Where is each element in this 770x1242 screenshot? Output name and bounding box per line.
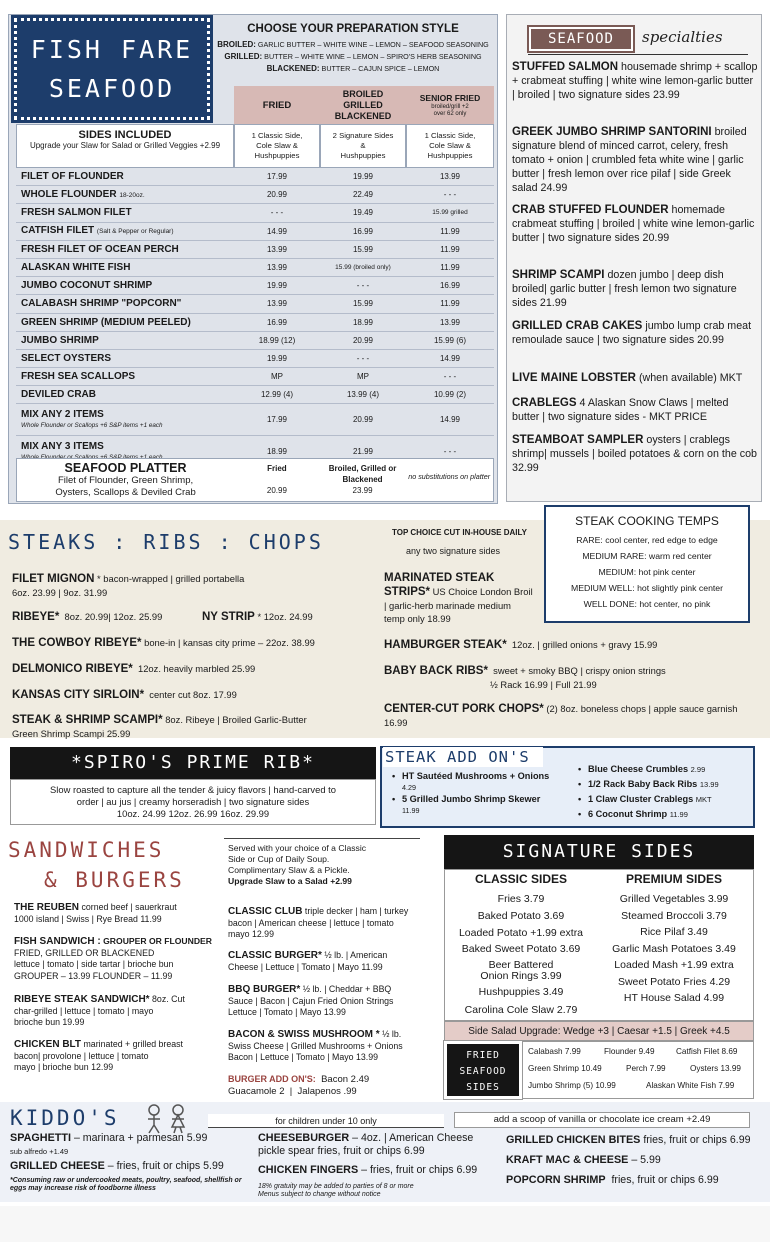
price-senior: 15.99 grilled (432, 209, 468, 217)
prep-blackened-label: BLACKENED: (266, 64, 320, 73)
steak-marinated-strips: MARINATED STEAK STRIPS* US Choice London Broil | garlic-herb marinade medium temp only 18.99 (384, 572, 533, 624)
price-fried: 13.99 (266, 263, 288, 273)
price-fried: 14.99 (266, 226, 288, 236)
steak-hamburger: HAMBURGER STEAK* 12oz. | grilled onions + gravy 15.99 (384, 639, 658, 651)
steak-ribeye: RIBEYE* 8oz. 20.99| 12oz. 25.99 (12, 611, 163, 623)
side-salad-upgrade: Side Salad Upgrade: Wedge +3 | Caesar +1.5 | Greek +4.5 (444, 1021, 754, 1041)
burger-classic: CLASSIC BURGER* ½ lb. | American Cheese | Lettuce | Tomato | Mayo 11.99 (228, 950, 388, 972)
menu-row (16, 277, 494, 295)
sandwich-note: Served with your choice of a Classic Side or Cup of Daily Soup. Complimentary Slaw & a Pickle. Upgrade Slaw to a Salad +2.99 (228, 843, 367, 886)
kiddos-title: KIDDO'S (10, 1106, 120, 1130)
price-senior: 13.99 (439, 172, 461, 182)
steak-shrimp-scampi: STEAK & SHRIMP SCAMPI* 8oz. Ribeye | Broiled Garlic-Butter Green Shrimp Scampi 25.99 (12, 714, 307, 739)
platter-fried-label: Fried (267, 464, 287, 473)
addon-shrimp-skewer: • 5 Grilled Jumbo Shrimp Skewer 11.99 (402, 794, 572, 816)
menu-row (16, 223, 494, 241)
temp-rare: RARE: cool center, red edge to edge (576, 535, 718, 545)
premium-side-item: Rice Pilaf 3.49 (640, 926, 708, 938)
specialty-item: STEAMBOAT SAMPLER oysters | crablegs shrimp| mussels | boiled potatoes & corn on the cob 32.99 (512, 434, 757, 474)
prime-rib-title: *SPIRO'S PRIME RIB* (10, 747, 376, 779)
menu-item-name: CALABASH SHRIMP "POPCORN" (21, 298, 182, 310)
kids-grilled-cheese: GRILLED CHEESE – fries, fruit or chips 5.99 (10, 1160, 224, 1172)
menu-row (16, 386, 494, 404)
sandwich-reuben: THE REUBEN corned beef | sauerkraut 1000 island | Swiss | Rye Bread 11.99 (14, 902, 177, 924)
fried-side-alaskan: Alaskan White Fish 7.99 (646, 1081, 735, 1090)
platter-note: no substitutions on platter (408, 472, 491, 481)
classic-sides-heading: CLASSIC SIDES (474, 872, 567, 886)
prep-blackened: BUTTER – CAJUN SPICE – LEMON (321, 64, 440, 73)
price-fried: 19.99 (266, 353, 288, 363)
platter-desc-2: Oysters, Scallops & Deviled Crab (55, 487, 196, 498)
price-fried: 18.99 (12) (258, 335, 296, 345)
menu-item-name: MIX ANY 2 ITEMS Whole Flounder or Scallops +6 S&P items +1 each (21, 408, 163, 429)
consumer-disclaimer: *Consuming raw or undercooked meats, poultry, seafood, shellfish or eggs may increase risk of foodborne illness (10, 1177, 242, 1192)
price-senior: - - - (443, 372, 457, 382)
steak-pork-chops: CENTER-CUT PORK CHOPS* (2) 8oz. boneless chops | apple sauce garnish 16.99 (384, 703, 738, 728)
price-bgb: - - - (356, 281, 370, 291)
price-bgb: 13.99 (4) (346, 390, 380, 400)
steak-kc-sirloin: KANSAS CITY SIRLOIN* center cut 8oz. 17.99 (12, 689, 237, 701)
menu-item-name: ALASKAN WHITE FISH (21, 262, 131, 274)
burgers-title: & BURGERS (44, 868, 185, 892)
price-bgb: 15.99 (352, 299, 374, 309)
classic-side-item: Hushpuppies 3.49 (478, 986, 564, 998)
menu-item-name: CATFISH FILET (Salt & Pepper or Regular) (21, 225, 174, 237)
burger-addons: BURGER ADD ON'S: Bacon 2.49 Guacamole 2 | Jalapenos .99 (228, 1074, 370, 1097)
price-bgb: - - - (356, 353, 370, 363)
menu-item-name: SELECT OYSTERS (21, 352, 112, 364)
steak-cowboy-ribeye: THE COWBOY RIBEYE* bone-in | kansas city prime – 22oz. 38.99 (12, 637, 315, 649)
price-bgb: MP (357, 372, 369, 382)
fried-seafood-sides-badge: FRIED SEAFOOD SIDES (444, 1041, 522, 1099)
burger-bacon-swiss: BACON & SWISS MUSHROOM * ½ lb. Swiss Cheese | Grilled Mushrooms + Onions Bacon | Lettuce | Tomato | Mayo 13.99 (228, 1029, 403, 1063)
menu-row (16, 368, 494, 386)
menu-item-name: JUMBO COCONUT SHRIMP (21, 280, 153, 292)
price-bgb: 15.99 (broiled only) (335, 264, 391, 272)
logo-line-2: SEAFOOD (48, 74, 176, 103)
signature-sides-title: SIGNATURE SIDES (444, 835, 754, 869)
kids-popcorn-shrimp: POPCORN SHRIMP fries, fruit or chips 6.99 (506, 1174, 719, 1186)
price-bgb: 19.99 (352, 172, 374, 182)
price-bgb: 15.99 (352, 244, 374, 254)
seafood-menu-table (16, 168, 494, 468)
menu-item-name: JUMBO SHRIMP (21, 334, 99, 346)
menu-row (16, 332, 494, 350)
price-senior: 11.99 (440, 244, 460, 254)
sandwich-fish: FISH SANDWICH : GROUPER OR FLOUNDER FRIED, GRILLED OR BLACKENED lettuce | tomato | side tartar | brioche bun GROUPER – 13.99 FLOUNDER – 11.99 (14, 936, 212, 981)
price-fried: 13.99 (266, 244, 288, 254)
prep-title: CHOOSE YOUR PREPARATION STYLE (247, 23, 459, 35)
price-bgb: 21.99 (352, 447, 374, 457)
classic-side-item: Loaded Potato +1.99 extra (458, 927, 584, 939)
menu-item-name: FRESH SALMON FILET (21, 207, 132, 219)
sandwich-note-divider (224, 838, 420, 839)
price-senior: 16.99 (439, 281, 461, 291)
price-bgb: 20.99 (352, 335, 374, 345)
sides-included-sub: Upgrade your Slaw for Salad or Grilled Veggies +2.99 (29, 141, 221, 150)
price-bgb: 16.99 (352, 226, 374, 236)
price-senior: 10.99 (2) (433, 390, 467, 400)
steak-cooking-temps (544, 505, 750, 623)
price-fried: 13.99 (266, 299, 288, 309)
kids-chicken-bites: GRILLED CHICKEN BITES fries, fruit or chips 6.99 (506, 1134, 751, 1146)
platter-desc-1: Filet of Flounder, Green Shrimp, (57, 475, 194, 486)
specialty-item: SHRIMP SCAMPI dozen jumbo | deep dish broiled| garlic butter | fresh lemon two signature sides 21.99 (512, 269, 737, 309)
steak-delmonico: DELMONICO RIBEYE* 12oz. heavily marbled 25.99 (12, 663, 256, 675)
menu-row (16, 241, 494, 259)
price-fried: 16.99 (266, 317, 288, 327)
price-fried: 17.99 (266, 172, 288, 182)
steak-filet-mignon: FILET MIGNON * bacon-wrapped | grilled portabella 6oz. 23.99 | 9oz. 31.99 (12, 573, 245, 598)
logo-line-1: FISH FARE (30, 35, 194, 64)
sandwich-classic-club: CLASSIC CLUB triple decker | ham | turkey bacon | American cheese | lettuce | tomato mayo 12.99 (228, 906, 409, 940)
price-senior: 11.99 (440, 226, 460, 236)
fried-side-green-shrimp: Green Shrimp 10.49 (528, 1064, 602, 1073)
temp-medium-rare: MEDIUM RARE: warm red center (582, 551, 712, 561)
menu-row (16, 259, 494, 277)
price-fried: 18.99 (266, 447, 288, 457)
kids-mac-cheese: KRAFT MAC & CHEESE – 5.99 (506, 1154, 661, 1166)
temp-medium: MEDIUM: hot pink center (598, 567, 696, 577)
prep-broiled: GARLIC BUTTER – WHITE WINE – LEMON – SEAFOOD SEASONING (257, 40, 489, 49)
sandwich-ribeye: RIBEYE STEAK SANDWICH* 8oz. Cut char-grilled | lettuce | tomato | mayo brioche bun 19.99 (14, 994, 185, 1028)
kids-ice-cream-note: add a scoop of vanilla or chocolate ice cream +2.49 (454, 1112, 750, 1128)
classic-side-item: Fries 3.79 (497, 893, 545, 905)
kids-spaghetti: SPAGHETTI – marinara + parmesan 5.99 sub alfredo +1.49 (10, 1132, 208, 1156)
kids-cheeseburger: CHEESEBURGER – 4oz. | American Cheese pickle spear fries, fruit or chips 6.99 (258, 1132, 474, 1157)
sides-included-title: SIDES INCLUDED (78, 129, 172, 141)
kids-age-note: for children under 10 only (208, 1114, 444, 1128)
price-senior: 15.99 (6) (433, 335, 467, 345)
addon-coconut-shrimp: • 6 Coconut Shrimp 11.99 (588, 809, 758, 820)
price-bgb: 18.99 (352, 317, 374, 327)
steak-ny-strip: NY STRIP * 12oz. 24.99 (202, 611, 313, 623)
price-senior: - - - (443, 447, 457, 457)
sandwich-chicken-blt: CHICKEN BLT marinated + grilled breast bacon| provolone | lettuce | tomato mayo | brioche bun 12.99 (14, 1039, 183, 1073)
menu-item-name: GREEN SHRIMP (MEDIUM PEELED) (21, 316, 191, 328)
steak-addons-title: STEAK ADD ON'S (383, 747, 543, 767)
prep-grilled-label: GRILLED: (224, 52, 263, 61)
premium-sides-heading: PREMIUM SIDES (625, 872, 722, 886)
price-senior: 14.99 (439, 415, 461, 425)
gratuity-note: 18% gratuity may be added to parties of 8 or more Menus subject to change without notice (258, 1183, 414, 1198)
fried-side-perch: Perch 7.99 (626, 1064, 666, 1073)
addon-mushrooms: • HT Sautéed Mushrooms + Onions 4.29 (402, 771, 572, 793)
sides-fried: 1 Classic Side, Cole Slaw & Hushpuppies (234, 124, 320, 168)
addon-half-rack: • 1/2 Rack Baby Back Ribs 13.99 (588, 779, 758, 790)
menu-row (16, 186, 494, 204)
platter-bgb-price: 23.99 (352, 486, 373, 495)
price-fried: 20.99 (266, 190, 288, 200)
menu-item-name: FRESH FILET OF OCEAN PERCH (21, 243, 179, 255)
kids-chicken-fingers: CHICKEN FINGERS – fries, fruit or chips 6.99 (258, 1164, 478, 1176)
premium-side-item: Loaded Mash +1.99 extra (614, 959, 734, 971)
classic-side-item: Baked Potato 3.69 (477, 910, 565, 922)
steak-baby-back-ribs: BABY BACK RIBS* sweet + smoky BBQ | crispy onion strings ½ Rack 16.99 | Full 21.99 (384, 665, 666, 690)
menu-item-name: FILET OF FLOUNDER (21, 171, 124, 183)
any-two-sides-note: any two signature sides (406, 546, 501, 556)
premium-side-item: Steamed Broccoli 3.79 (621, 909, 727, 922)
menu-row (16, 168, 494, 186)
fried-side-calabash: Calabash 7.99 (528, 1047, 581, 1056)
price-fried: 12.99 (4) (260, 390, 294, 400)
platter-bgb-label: Broiled, Grilled or Blackened (328, 464, 397, 484)
menu-row (16, 404, 494, 436)
menu-row (16, 204, 494, 222)
column-broiled-grilled-blackened: BROILED GRILLED BLACKENED (320, 86, 406, 124)
sides-included (16, 124, 234, 168)
price-fried: 19.99 (266, 281, 288, 291)
price-fried: 17.99 (266, 415, 288, 425)
price-bgb: 22.49 (352, 190, 374, 200)
menu-row (16, 295, 494, 313)
platter-fried-price: 20.99 (266, 486, 287, 495)
specialty-item: GRILLED CRAB CAKES jumbo lump crab meat remoulade sauce | two signature sides 20.99 (512, 320, 752, 346)
menu-item-name: FRESH SEA SCALLOPS (21, 371, 136, 383)
specialty-item: GREEK JUMBO SHRIMP SANTORINI broiled signature blend of minced carrot, celery, fresh tomato + onion | crumbled feta white wine | garlic butter | fresh lemon over rice pilaf | side Greek salad 24.99 (512, 126, 747, 194)
specialty-item: STUFFED SALMON housemade shrimp + scallop + crabmeat stuffing | white wine lemon-garlic butter | broiled | two signature sides 23.99 (512, 61, 758, 101)
premium-side-item: Sweet Potato Fries 4.29 (617, 975, 731, 988)
price-senior: 11.99 (440, 299, 460, 309)
seafood-badge: SEAFOOD (529, 27, 633, 51)
column-senior-fried: SENIOR FRIED broiled/grill +2 over 62 only (406, 86, 494, 124)
fish-fare-logo (14, 18, 210, 120)
prep-grilled: BUTTER – WHITE WINE – LEMON – SPIRO'S HERB SEASONING (264, 52, 482, 61)
menu-row (16, 314, 494, 332)
temp-medium-well: MEDIUM WELL: hot slightly pink center (570, 583, 724, 593)
price-senior: 13.99 (439, 317, 461, 327)
top-choice-note: TOP CHOICE CUT IN-HOUSE DAILY (392, 528, 527, 537)
specialty-item: LIVE MAINE LOBSTER (when available) MKT (512, 372, 743, 384)
temps-title: STEAK COOKING TEMPS (575, 514, 719, 528)
fried-side-jumbo-shrimp: Jumbo Shrimp (5) 10.99 (528, 1081, 616, 1090)
menu-item-name: DEVILED CRAB (21, 389, 97, 401)
prime-rib-desc: Slow roasted to capture all the tender & juicy flavors | hand-carved to order | au jus | creamy horseradish | two signature sides 10oz. 24.99 12oz. 26.99 16oz. 29.99 (10, 779, 376, 825)
price-senior: - - - (443, 190, 457, 200)
menu-row (16, 350, 494, 368)
platter-title: SEAFOOD PLATTER (64, 461, 187, 475)
seafood-platter (16, 458, 494, 502)
specialties-script: specialties (642, 28, 723, 46)
addon-crablegs: • 1 Claw Cluster Crablegs MKT (588, 794, 758, 805)
menu-item-name: WHOLE FLOUNDER 18-20oz. (21, 188, 145, 200)
specialty-item: CRABLEGS 4 Alaskan Snow Claws | melted butter | two signature sides - MKT PRICE (512, 397, 729, 423)
column-fried: FRIED (234, 86, 320, 124)
price-senior: 14.99 (439, 353, 461, 363)
temp-well-done: WELL DONE: hot center, no pink (583, 599, 711, 609)
classic-side-item: Baked Sweet Potato 3.69 (461, 943, 581, 955)
premium-side-item: Garlic Mash Potatoes 3.49 (612, 942, 736, 955)
fried-side-oysters: Oysters 13.99 (690, 1064, 741, 1073)
premium-side-item: HT House Salad 4.99 (623, 992, 725, 1004)
specialty-item: CRAB STUFFED FLOUNDER homemade crabmeat stuffing | broiled | white wine lemon-garlic butter | two signature sides 20.99 (512, 204, 755, 244)
children-illustration-icon (138, 1104, 198, 1134)
page-footer-bar (0, 1206, 770, 1242)
price-bgb: 19.49 (352, 208, 374, 218)
premium-side-item: Grilled Vegetables 3.99 (619, 893, 729, 905)
sandwiches-title: SANDWICHES (8, 838, 165, 862)
preparation-style (212, 18, 494, 84)
price-fried: - - - (270, 208, 284, 218)
specialties-divider (528, 54, 748, 55)
price-bgb: 20.99 (352, 415, 374, 425)
price-fried: MP (271, 372, 283, 382)
fried-side-catfish: Catfish Filet 8.69 (676, 1047, 738, 1056)
fried-side-flounder: Flounder 9.49 (604, 1047, 655, 1056)
menu-item-name: MIX ANY 3 ITEMS (21, 440, 104, 452)
prep-broiled-label: BROILED: (217, 40, 256, 49)
steaks-title: STEAKS : RIBS : CHOPS (8, 530, 324, 554)
sides-senior: 1 Classic Side, Cole Slaw & Hushpuppies (406, 124, 494, 168)
sides-bgb: 2 Signature Sides & Hushpuppies (320, 124, 406, 168)
classic-side-item: Onion Rings 3.99 (480, 970, 562, 982)
classic-side-item: Carolina Cole Slaw 2.79 (464, 1004, 578, 1016)
classic-side-item: Beer Battered (488, 959, 554, 971)
addon-blue-cheese: • Blue Cheese Crumbles 2.99 (588, 764, 758, 775)
price-senior: 11.99 (440, 263, 460, 273)
burger-bbq: BBQ BURGER* ½ lb. | Cheddar + BBQ Sauce | Bacon | Cajun Fried Onion Strings Lettuce | Tomato | Mayo 13.99 (228, 984, 394, 1018)
